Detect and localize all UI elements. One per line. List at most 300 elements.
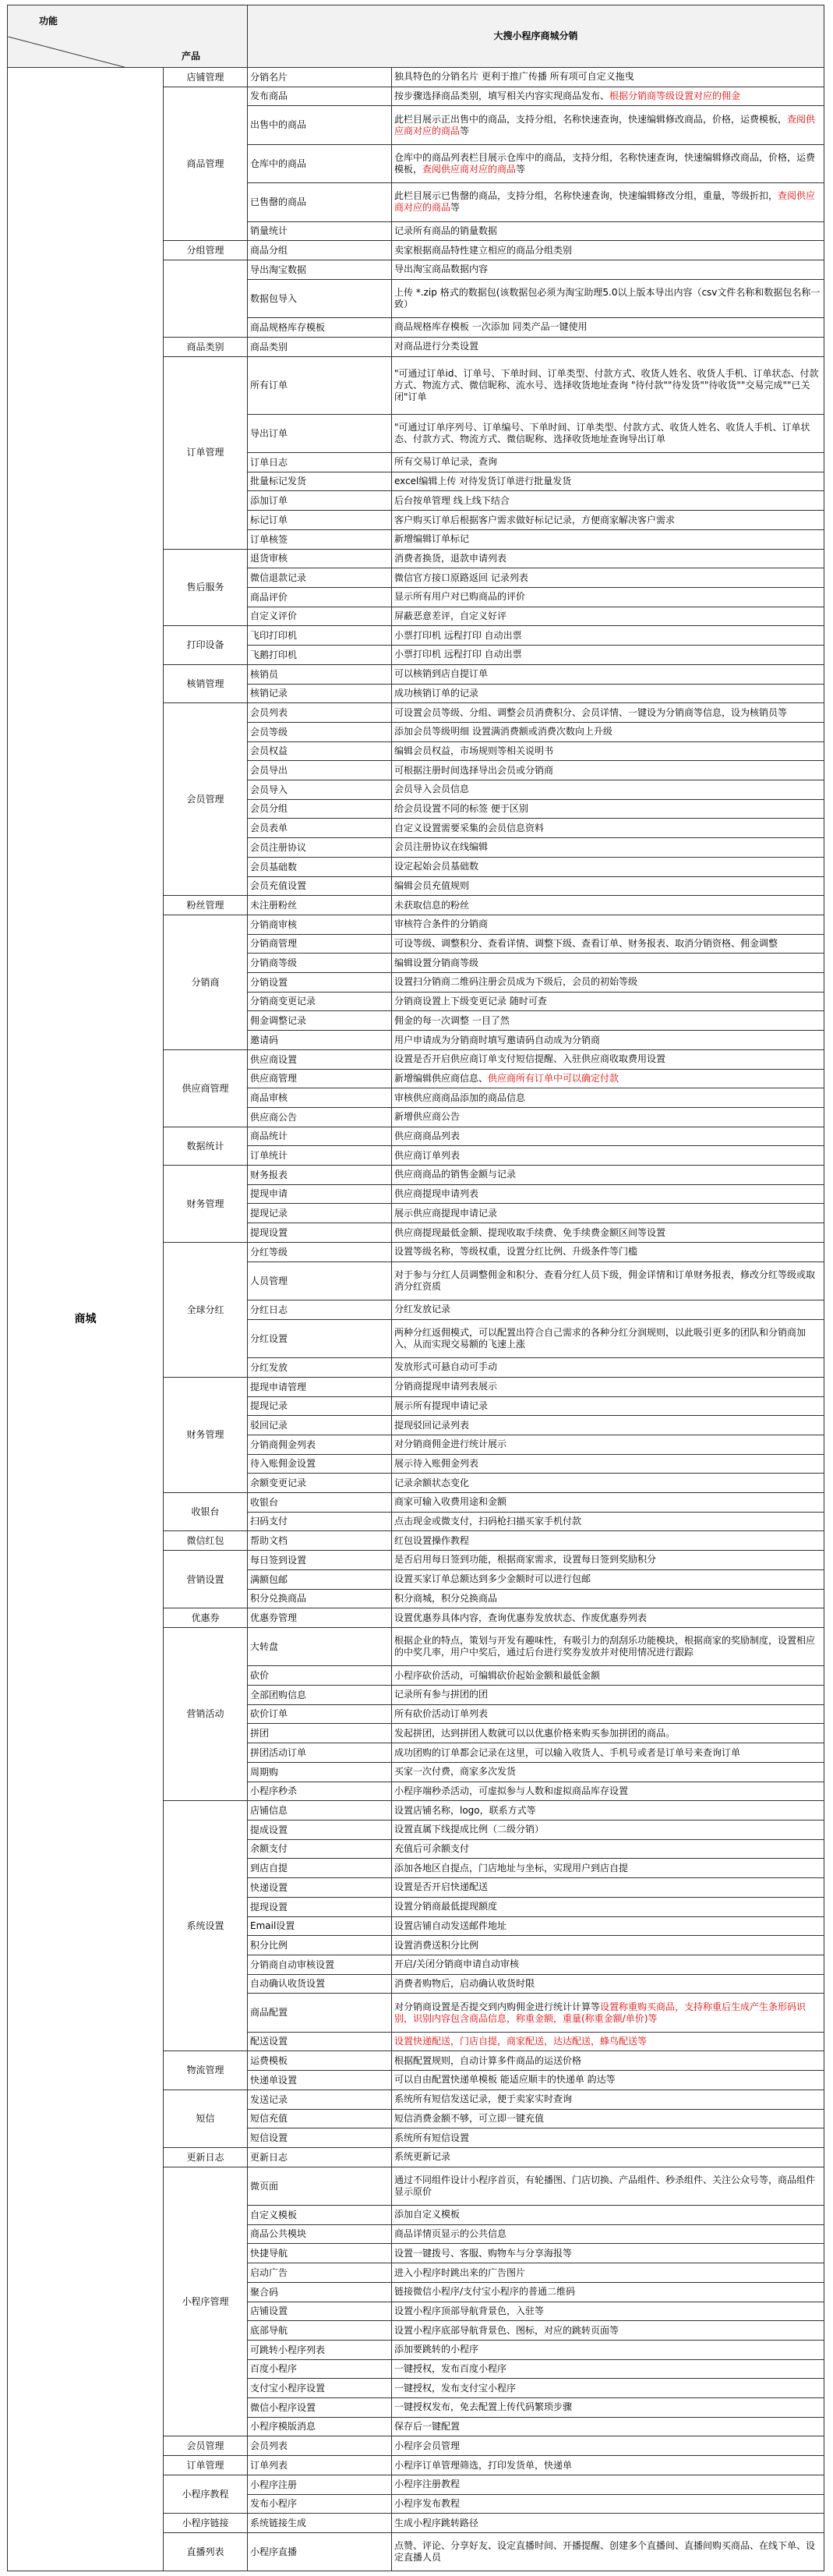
description-cell: [392, 337, 824, 356]
description-text: 消费者购物后，启动确认收货时限: [394, 1977, 535, 1989]
description-text: 成功团购的订单都会记录在这里，可以输入收货人、手机号或者是订单号来查询订单: [394, 1746, 741, 1758]
description-text: 卖家根据商品特性建立相应的商品分组类别: [394, 244, 573, 256]
description-text: 设置一键拨号、客服、购物车与分享海报等: [394, 2247, 573, 2259]
description-cell: [392, 414, 824, 452]
feature-cell: 自定义模板: [248, 2206, 392, 2225]
description-text: 点击现金或微支付，扫码枪扫描买家手机付款: [394, 1516, 582, 1527]
category-cell: 全球分红: [164, 1242, 248, 1377]
description-cell: [392, 1916, 824, 1936]
feature-cell: 底部导航: [248, 2321, 392, 2341]
description-text: 佣金的每一次调整 一目了然: [394, 1014, 510, 1026]
description-cell: [392, 1859, 824, 1878]
feature-cell: 分红发放: [248, 1358, 392, 1378]
feature-cell: 商品配置: [248, 1994, 392, 2032]
feature-cell: 分销名片: [248, 68, 392, 87]
highlight-text: 根据分销商等级设置对应的佣金: [609, 90, 741, 102]
feature-cell: 会员权益: [248, 741, 392, 761]
feature-cell: 财务报表: [248, 1166, 392, 1185]
description-cell: [392, 780, 824, 800]
description-text: 所有砍价活动订单列表: [394, 1708, 489, 1720]
description-cell: [392, 1031, 824, 1050]
feature-cell: 周期购: [248, 1762, 392, 1782]
feature-cell: 发布商品: [248, 87, 392, 106]
description-text: 此栏目展示正出售中的商品，支持分组，名称快速查询，快速编辑修改商品，价格，运费模板，: [394, 113, 788, 125]
description-text: 新增编辑订单标记: [394, 533, 470, 545]
category-cell: 订单管理: [164, 356, 248, 549]
feature-cell: 微信小程序设置: [248, 2398, 392, 2418]
feature-cell: 商品类别: [248, 337, 392, 356]
description-cell: [392, 799, 824, 819]
feature-cell: 商品公共模块: [248, 2224, 392, 2244]
description-text: 可以核销到店自提订单: [394, 668, 489, 680]
category-cell: 营销设置: [164, 1551, 248, 1608]
description-cell: [392, 2282, 824, 2302]
description-cell: [392, 241, 824, 260]
feature-cell: 配送设置: [248, 2032, 392, 2051]
description-cell: [392, 568, 824, 588]
feature-cell: 扫码支付: [248, 1512, 392, 1531]
description-text: 供应商商品的销售金额与记录: [394, 1169, 517, 1180]
description-cell: [392, 1936, 824, 1955]
feature-cell: 所有订单: [248, 356, 392, 414]
category-cell: 核销管理: [164, 664, 248, 702]
description-text: 充值后可余额支付: [394, 1843, 470, 1855]
description-cell: [392, 87, 824, 106]
highlight-text: 设置称重购买商品，支持称重后生成产生条形码识别，识别内容包含商品信息，称重金额，重量(称重金额/单价)等: [394, 2001, 807, 2024]
category-cell: 商品管理: [164, 87, 248, 241]
description-text: 是否启用每日签到功能，根据商家需求，设置每日签到奖励积分: [394, 1554, 657, 1566]
feature-cell: 提现申请: [248, 1184, 392, 1204]
category-cell: 小程序管理: [164, 2167, 248, 2436]
feature-cell: 店铺信息: [248, 1801, 392, 1821]
description-cell: [392, 2533, 824, 2571]
description-cell: [392, 549, 824, 568]
highlight-text: 供应商所有订单中可以确定付款: [488, 1072, 619, 1084]
description-cell: [392, 722, 824, 741]
description-text: 小程序砍价活动，可编辑砍价起始金额和最低金额: [394, 1669, 601, 1681]
description-text: 用户申请成为分销商时填写邀请码自动成为分销商: [394, 1034, 601, 1046]
description-cell: [392, 1878, 824, 1898]
category-cell: 直播列表: [164, 2533, 248, 2571]
description-cell: [392, 1704, 824, 1724]
description-text: 后台按单管理 线上线下结合: [394, 494, 510, 506]
description-text: 审核符合条件的分销商: [394, 918, 489, 930]
feature-cell: 批量标记发货: [248, 472, 392, 491]
description-text: 供应商提现申请列表: [394, 1188, 479, 1200]
description-cell: [392, 2147, 824, 2167]
description-cell: [392, 260, 824, 280]
feature-cell: 订单日志: [248, 453, 392, 472]
description-text: "可通过订单序列号、订单编号、下单时间、订单类型、付款方式、收货人姓名、收货人手机、订单状态、付款方式、物流方式、微信昵称、选择收货地址查询导出订单: [394, 421, 810, 444]
category-cell: 粉丝管理: [164, 896, 248, 915]
feature-cell: 积分兑换商品: [248, 1589, 392, 1608]
description-cell: [392, 1319, 824, 1357]
description-text: 所有交易订单记录，查询: [394, 456, 498, 468]
feature-cell: 会员分组: [248, 799, 392, 819]
description-text: 会员注册协议在线编辑: [394, 841, 489, 853]
table-title: 大搜小程序商城分销: [248, 5, 824, 68]
description-cell: [392, 1782, 824, 1801]
description-cell: [392, 1088, 824, 1108]
description-cell: [392, 2302, 824, 2321]
feature-cell: 会员等级: [248, 722, 392, 741]
description-text: 上传 *.zip 格式的数据包(该数据包必须为淘宝助理5.0以上版本导出内容（csv文件名称和数据包名称一致）: [394, 286, 821, 310]
description-cell: [392, 1011, 824, 1031]
description-cell: [392, 2206, 824, 2225]
feature-cell: 积分比例: [248, 1936, 392, 1955]
description-text: 设置是否开启供应商订单支付短信提醒、入驻供应商收取费用设置: [394, 1053, 666, 1065]
description-cell: [392, 915, 824, 934]
description-cell: [392, 2359, 824, 2379]
description-text: 小程序端秒杀活动，可虚拟参与人数和虚拟商品库存设置: [394, 1785, 629, 1796]
feature-cell: 供应商管理: [248, 1069, 392, 1088]
category-cell: 优惠券: [164, 1608, 248, 1628]
feature-cell: 提现设置: [248, 1897, 392, 1916]
feature-cell: 商品分组: [248, 241, 392, 260]
feature-cell: 更新日志: [248, 2147, 392, 2167]
feature-cell: 百度小程序: [248, 2359, 392, 2379]
description-cell: [392, 1069, 824, 1088]
description-text: 积分商城，积分兑换商品: [394, 1592, 498, 1604]
description-text: 展示所有提现申请记录: [394, 1399, 489, 1411]
description-cell: [392, 934, 824, 954]
description-cell: [392, 511, 824, 530]
description-cell: [392, 1820, 824, 1839]
description-cell: [392, 1493, 824, 1513]
description-text: 显示所有用户对已购商品的评价: [394, 591, 526, 603]
feature-cell: 小程序秒杀: [248, 1782, 392, 1801]
category-cell: 小程序教程: [164, 2475, 248, 2513]
feature-cell: 会员充值设置: [248, 876, 392, 896]
description-text: excel编辑上传 对待发货订单进行批量发货: [394, 476, 572, 487]
feature-cell: 导出订单: [248, 414, 392, 452]
description-text: 可根据注册时间选择导出会员或分销商: [394, 764, 554, 776]
description-cell: [392, 1686, 824, 1705]
category-cell: 系统设置: [164, 1801, 248, 2051]
description-cell: [392, 1474, 824, 1493]
description-cell: [392, 1454, 824, 1474]
description-text: 商家可输入收费用途和金额: [394, 1496, 507, 1508]
description-text: 小程序发布教程: [394, 2497, 461, 2509]
feature-cell: 分销商等级: [248, 954, 392, 973]
feature-cell: 提现设置: [248, 1223, 392, 1243]
category-cell: 分销商: [164, 915, 248, 1049]
description-text: 系统更新记录: [394, 2151, 451, 2163]
feature-cell: 砍价: [248, 1666, 392, 1686]
description-cell: [392, 2514, 824, 2533]
feature-cell: 商品统计: [248, 1127, 392, 1146]
description-cell: [392, 1608, 824, 1628]
description-cell: [392, 2128, 824, 2148]
category-cell: 分组管理: [164, 241, 248, 260]
category-cell: 打印设备: [164, 626, 248, 664]
description-text: 系统所有短信发送记录，便于卖家实时查询: [394, 2093, 573, 2105]
description-text: 添加要跳转的小程序: [394, 2344, 479, 2355]
description-cell: [392, 279, 824, 317]
description-cell: [392, 1569, 824, 1589]
feature-cell: 到店自提: [248, 1859, 392, 1878]
feature-cell: 出售中的商品: [248, 106, 392, 144]
feature-cell: 满额包邮: [248, 1569, 392, 1589]
description-cell: [392, 2340, 824, 2359]
description-cell: [392, 703, 824, 723]
category-cell: 会员管理: [164, 2436, 248, 2456]
feature-cell: 供应商公告: [248, 1107, 392, 1127]
function-label: 功能: [39, 16, 58, 27]
description-text: 两种分红返佣模式，可以配置出符合自己需求的各种分红分润规则，以此吸引更多的团队和分销商加入，从而实现交易额的飞速上涨: [394, 1326, 807, 1350]
description-text: 分销商设置上下级变更记录 随时可查: [394, 996, 547, 1007]
description-text: 小票打印机 远程打印 自动出票: [394, 629, 522, 641]
description-text: 编辑会员充值规则: [394, 879, 470, 891]
description-cell: [392, 1242, 824, 1261]
description-text: 设定起始会员基础数: [394, 861, 479, 872]
feature-cell: 分红日志: [248, 1300, 392, 1320]
description-text: 分红发放记录: [394, 1304, 451, 1315]
description-text: 小程序订单管理筛选，打印发货单，快递单: [394, 2459, 573, 2471]
description-cell: [392, 1762, 824, 1782]
header-row: [8, 5, 824, 68]
feature-cell: 提现申请管理: [248, 1377, 392, 1396]
description-cell: [392, 664, 824, 684]
description-text: 可以自由配置快递单模板 能适应顺丰的快递单 韵达等: [394, 2074, 616, 2086]
description-cell: [392, 1897, 824, 1916]
description-cell: [392, 1223, 824, 1243]
description-cell: [392, 1724, 824, 1743]
description-text: 审核供应商商品添加的商品信息: [394, 1092, 526, 1103]
description-cell: [392, 356, 824, 414]
feature-cell: 快捷导航: [248, 2244, 392, 2263]
description-text: 短信消费金额不够，可立即一键充值: [394, 2112, 545, 2124]
category-cell: 微信红包: [164, 1531, 248, 1551]
description-cell: [392, 587, 824, 607]
feature-cell: 仓库中的商品: [248, 144, 392, 182]
description-text: 等: [450, 202, 461, 214]
description-text: 等: [516, 164, 526, 175]
description-text: 红包设置操作教程: [394, 1534, 470, 1546]
category-cell: 营销活动: [164, 1627, 248, 1800]
description-cell: [392, 838, 824, 858]
feature-cell: 发布小程序: [248, 2494, 392, 2514]
description-text: 开启/关闭分销商申请自动审核: [394, 1959, 520, 1970]
description-text: 设置直属下线提成比例（二级分销）: [394, 1824, 545, 1835]
description-cell: [392, 2379, 824, 2398]
description-text: 可设置会员等级、分组、调整会员消费积分、会员详情、一键设为分销商等信息，设为核销员等: [394, 706, 788, 718]
feature-cell: 分销商管理: [248, 934, 392, 954]
description-cell: [392, 1743, 824, 1763]
description-text: 设置分销商最低提现额度: [394, 1901, 498, 1913]
feature-cell: 帮助文档: [248, 1531, 392, 1551]
feature-cell: 订单统计: [248, 1146, 392, 1166]
category-cell: 店铺管理: [164, 68, 248, 87]
description-text: 编辑会员权益，市场规则等相关说明书: [394, 745, 554, 756]
description-text: 供应商商品列表: [394, 1131, 461, 1142]
description-text: 未获取信息的粉丝: [394, 899, 470, 911]
description-cell: [392, 1839, 824, 1859]
description-cell: [392, 992, 824, 1011]
feature-cell: 微页面: [248, 2167, 392, 2205]
feature-cell: 供应商设置: [248, 1049, 392, 1069]
description-text: 编辑设置分销商等级: [394, 957, 479, 968]
category-cell: 财务管理: [164, 1166, 248, 1243]
description-cell: [392, 2263, 824, 2283]
feature-cell: 分销设置: [248, 973, 392, 993]
description-cell: [392, 68, 824, 87]
description-cell: [392, 2109, 824, 2128]
description-cell: [392, 2167, 824, 2205]
description-text: 设置小程序底部导航背景色、图标，对应的跳转页面等: [394, 2324, 619, 2336]
description-text: 微信官方接口原路返回 记录列表: [394, 571, 528, 583]
description-text: 设置消费送积分比例: [394, 1939, 479, 1951]
description-cell: [392, 1377, 824, 1396]
description-text: 客户购买订单后根据客户需求做好标记记录，方便商家解决客户需求: [394, 514, 676, 525]
description-text: 根据企业的特点，策划与开发有趣味性，有吸引力的刮刮乐功能模块，根据商家的奖励制度，设置相应的中奖几率，用户中奖后，通过后台进行奖券发放并对使用情况进行跟踪: [394, 1635, 816, 1658]
feature-cell: 分红设置: [248, 1319, 392, 1357]
description-cell: [392, 453, 824, 472]
description-cell: [392, 106, 824, 144]
category-cell: 短信: [164, 2089, 248, 2147]
feature-cell: 会员列表: [248, 703, 392, 723]
feature-cell: 分销商自动审核设置: [248, 1955, 392, 1974]
description-cell: [392, 183, 824, 221]
description-cell: [392, 741, 824, 761]
description-cell: [392, 1435, 824, 1454]
feature-cell: 商品评价: [248, 587, 392, 607]
description-text: 一键授权，发布支付宝小程序: [394, 2382, 517, 2394]
description-cell: [392, 857, 824, 876]
description-text: 可设等级、调整积分、查看详情、调整下级、查看订单、财务报表、取消分销资格、佣金调整: [394, 937, 778, 949]
feature-cell: 自动确认收货设置: [248, 1974, 392, 1994]
description-cell: [392, 2456, 824, 2475]
description-cell: [392, 607, 824, 626]
description-cell: [392, 2244, 824, 2263]
description-cell: [392, 318, 824, 338]
feature-cell: 飞印打印机: [248, 626, 392, 646]
feature-cell: 已售罄的商品: [248, 183, 392, 221]
description-text: 对分销商设置是否提交到内购佣金进行统计计算等: [394, 2001, 601, 2012]
description-cell: [392, 2417, 824, 2436]
table-row: [8, 68, 824, 87]
feature-cell: 短信充值: [248, 2109, 392, 2128]
feature-cell: 商品规格库存模板: [248, 318, 392, 338]
description-text: 发放形式可悬自动可手动: [394, 1361, 498, 1373]
description-text: 独具特色的分销名片 更利于推广传播 所有项可自定义拖曳: [394, 71, 634, 83]
feature-table: [7, 5, 824, 2571]
category-cell: 数据统计: [164, 1127, 248, 1165]
description-text: 记录所有商品的销量数据: [394, 225, 498, 236]
description-text: 添加会员等级明细 设置满消费额或消费次数向上升级: [394, 726, 612, 738]
description-text: 仓库中的商品列表栏目展示仓库中的商品，支持分组，名称快速查询，快速编辑修改商品，价格，运费模板，: [394, 152, 816, 175]
description-text: 设置扫分销商二维码注册会员成为下级后，会员的初始等级: [394, 976, 638, 988]
description-cell: [392, 626, 824, 646]
description-text: 小程序会员管理: [394, 2440, 461, 2451]
description-text: 设置买家订单总额达到多少金额时可以进行包邮: [394, 1573, 591, 1585]
feature-cell: 短信设置: [248, 2128, 392, 2148]
description-text: 按步骤选择商品类别，填写相关内容实现商品发布、: [394, 90, 610, 102]
description-text: 给会员设置不同的标签 便于区别: [394, 803, 528, 815]
description-text: 成功核销订单的记录: [394, 687, 479, 699]
description-text: 此栏目展示已售罄的商品，支持分组，名称快速查询，快速编辑修改分组，重量，等级折扣，: [394, 190, 778, 202]
description-text: 导出淘宝商品数据内容: [394, 264, 489, 275]
feature-cell: 驳回记录: [248, 1416, 392, 1435]
category-cell: 小程序链接: [164, 2514, 248, 2533]
feature-cell: 优惠券管理: [248, 1608, 392, 1628]
feature-cell: 支付宝小程序设置: [248, 2379, 392, 2398]
feature-cell: 会员注册协议: [248, 838, 392, 858]
description-cell: [392, 2475, 824, 2494]
category-cell: 售后服务: [164, 549, 248, 626]
description-text: 对于参与分红人员调整佣金和积分、查看分红人员下级，佣金详情和订单财务报表，修改分红等级或取消分红资质: [394, 1269, 816, 1292]
description-cell: [392, 1801, 824, 1821]
description-cell: [392, 491, 824, 511]
feature-cell: 待入账佣金设置: [248, 1454, 392, 1474]
description-cell: [392, 2224, 824, 2244]
description-cell: [392, 819, 824, 838]
description-cell: [392, 1358, 824, 1378]
description-cell: [392, 1589, 824, 1608]
description-text: 对商品进行分类设置: [394, 341, 479, 352]
description-text: 新增供应商公告: [394, 1111, 461, 1123]
feature-cell: 会员列表: [248, 2436, 392, 2456]
feature-cell: 数据包导入: [248, 279, 392, 317]
description-text: 进入小程序时跳出来的广告图片: [394, 2266, 526, 2278]
feature-cell: 标记订单: [248, 511, 392, 530]
description-cell: [392, 1204, 824, 1223]
feature-cell: 小程序注册: [248, 2475, 392, 2494]
description-text: 记录所有参与拼团的团: [394, 1689, 489, 1700]
description-cell: [392, 1512, 824, 1531]
feature-cell: 小程序直播: [248, 2533, 392, 2571]
description-cell: [392, 1551, 824, 1570]
description-text: 设置店铺自动发送邮件地址: [394, 1920, 507, 1931]
feature-cell: 订单核签: [248, 529, 392, 549]
category-cell: 订单管理: [164, 2456, 248, 2475]
description-cell: [392, 1974, 824, 1994]
description-text: 发起拼团，达到拼团人数就可以以优惠价格来购买参加拼团的商品。: [394, 1727, 676, 1739]
description-cell: [392, 2494, 824, 2514]
category-cell: 更新日志: [164, 2147, 248, 2167]
feature-cell: 拼团: [248, 1724, 392, 1743]
description-cell: [392, 1416, 824, 1435]
description-text: 记录余额状态变化: [394, 1477, 470, 1488]
description-cell: [392, 2321, 824, 2341]
feature-cell: 邀请码: [248, 1031, 392, 1050]
feature-cell: 提现记录: [248, 1204, 392, 1223]
feature-cell: 分销商审核: [248, 915, 392, 934]
description-cell: [392, 2032, 824, 2051]
description-text: 会员导入会员信息: [394, 784, 470, 795]
description-text: 设置优惠券具体内容，查询优惠券发放状态、作废优惠券列表: [394, 1612, 648, 1623]
feature-cell: 全部团购信息: [248, 1686, 392, 1705]
description-text: 提现驳回记录列表: [394, 1419, 470, 1431]
description-text: 商品规格库存模板 一次添加 同类产品一键使用: [394, 321, 588, 333]
description-cell: [392, 954, 824, 973]
feature-cell: 会员表单: [248, 819, 392, 838]
feature-cell: 发送记录: [248, 2089, 392, 2109]
feature-cell: 会员基础数: [248, 857, 392, 876]
description-cell: [392, 2089, 824, 2109]
description-text: 根据配置规则，自动计算多件商品的运送价格: [394, 2054, 582, 2066]
description-cell: [392, 144, 824, 182]
description-text: 设置小程序顶部导航背景色，入驻等: [394, 2305, 545, 2316]
feature-cell: 拼团活动订单: [248, 1743, 392, 1763]
description-text: 等: [460, 125, 470, 136]
highlight-text: 查阅供应商对应的商品: [394, 113, 816, 136]
description-cell: [392, 1107, 824, 1127]
feature-cell: 分销商变更记录: [248, 992, 392, 1011]
feature-cell: 导出淘宝数据: [248, 260, 392, 280]
category-cell: 商品类别: [164, 337, 248, 356]
feature-cell: 提现记录: [248, 1396, 392, 1416]
